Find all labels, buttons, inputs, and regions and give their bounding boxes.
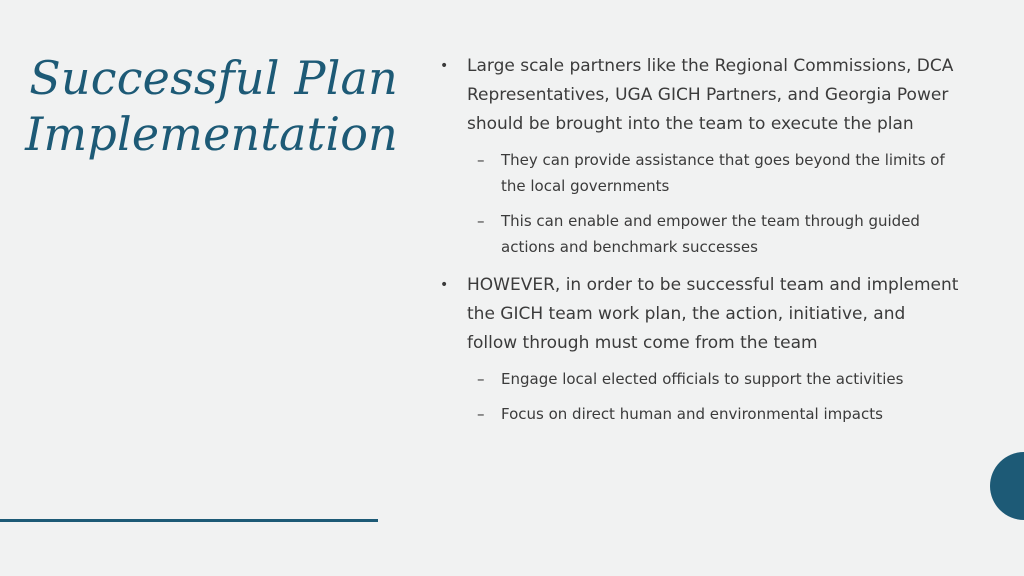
sub-bullet-item xyxy=(440,366,946,392)
bullet-marker: • xyxy=(440,277,449,293)
bullet-text: Large scale partners like the Regional Commissions, DCA Representatives, UGA GICH Partners, and Georgia Power should be brought into the team to execute the plan xyxy=(467,56,954,134)
title-underline-divider xyxy=(0,519,378,522)
bullet-text: HOWEVER, in order to be successful team and implement the GICH team work plan, the action, initiative, and follow through must come from the team xyxy=(467,275,959,353)
decorative-corner-circle xyxy=(990,452,1024,520)
bullet-list xyxy=(440,52,960,436)
sub-bullet-text: This can enable and empower the team through guided actions and benchmark successes xyxy=(501,212,920,256)
bullet-marker: • xyxy=(440,58,449,74)
sub-bullet-text: Engage local elected officials to support the activities xyxy=(501,370,904,388)
sub-bullet-marker: – xyxy=(477,151,485,169)
bullet-item xyxy=(440,271,960,358)
sub-bullet-text: Focus on direct human and environmental impacts xyxy=(501,405,883,423)
slide-title-line-1: Successful Plan xyxy=(29,51,398,105)
sub-bullet-item xyxy=(440,147,946,199)
sub-bullet-item xyxy=(440,208,946,260)
slide-title-line-2: Implementation xyxy=(25,107,398,161)
sub-bullet-item xyxy=(440,401,946,427)
sub-bullet-text: They can provide assistance that goes beyond the limits of the local governments xyxy=(501,151,945,195)
sub-bullet-marker: – xyxy=(477,370,485,388)
bullet-item xyxy=(440,52,960,139)
slide-title xyxy=(18,50,398,162)
sub-bullet-marker: – xyxy=(477,212,485,230)
sub-bullet-marker: – xyxy=(477,405,485,423)
